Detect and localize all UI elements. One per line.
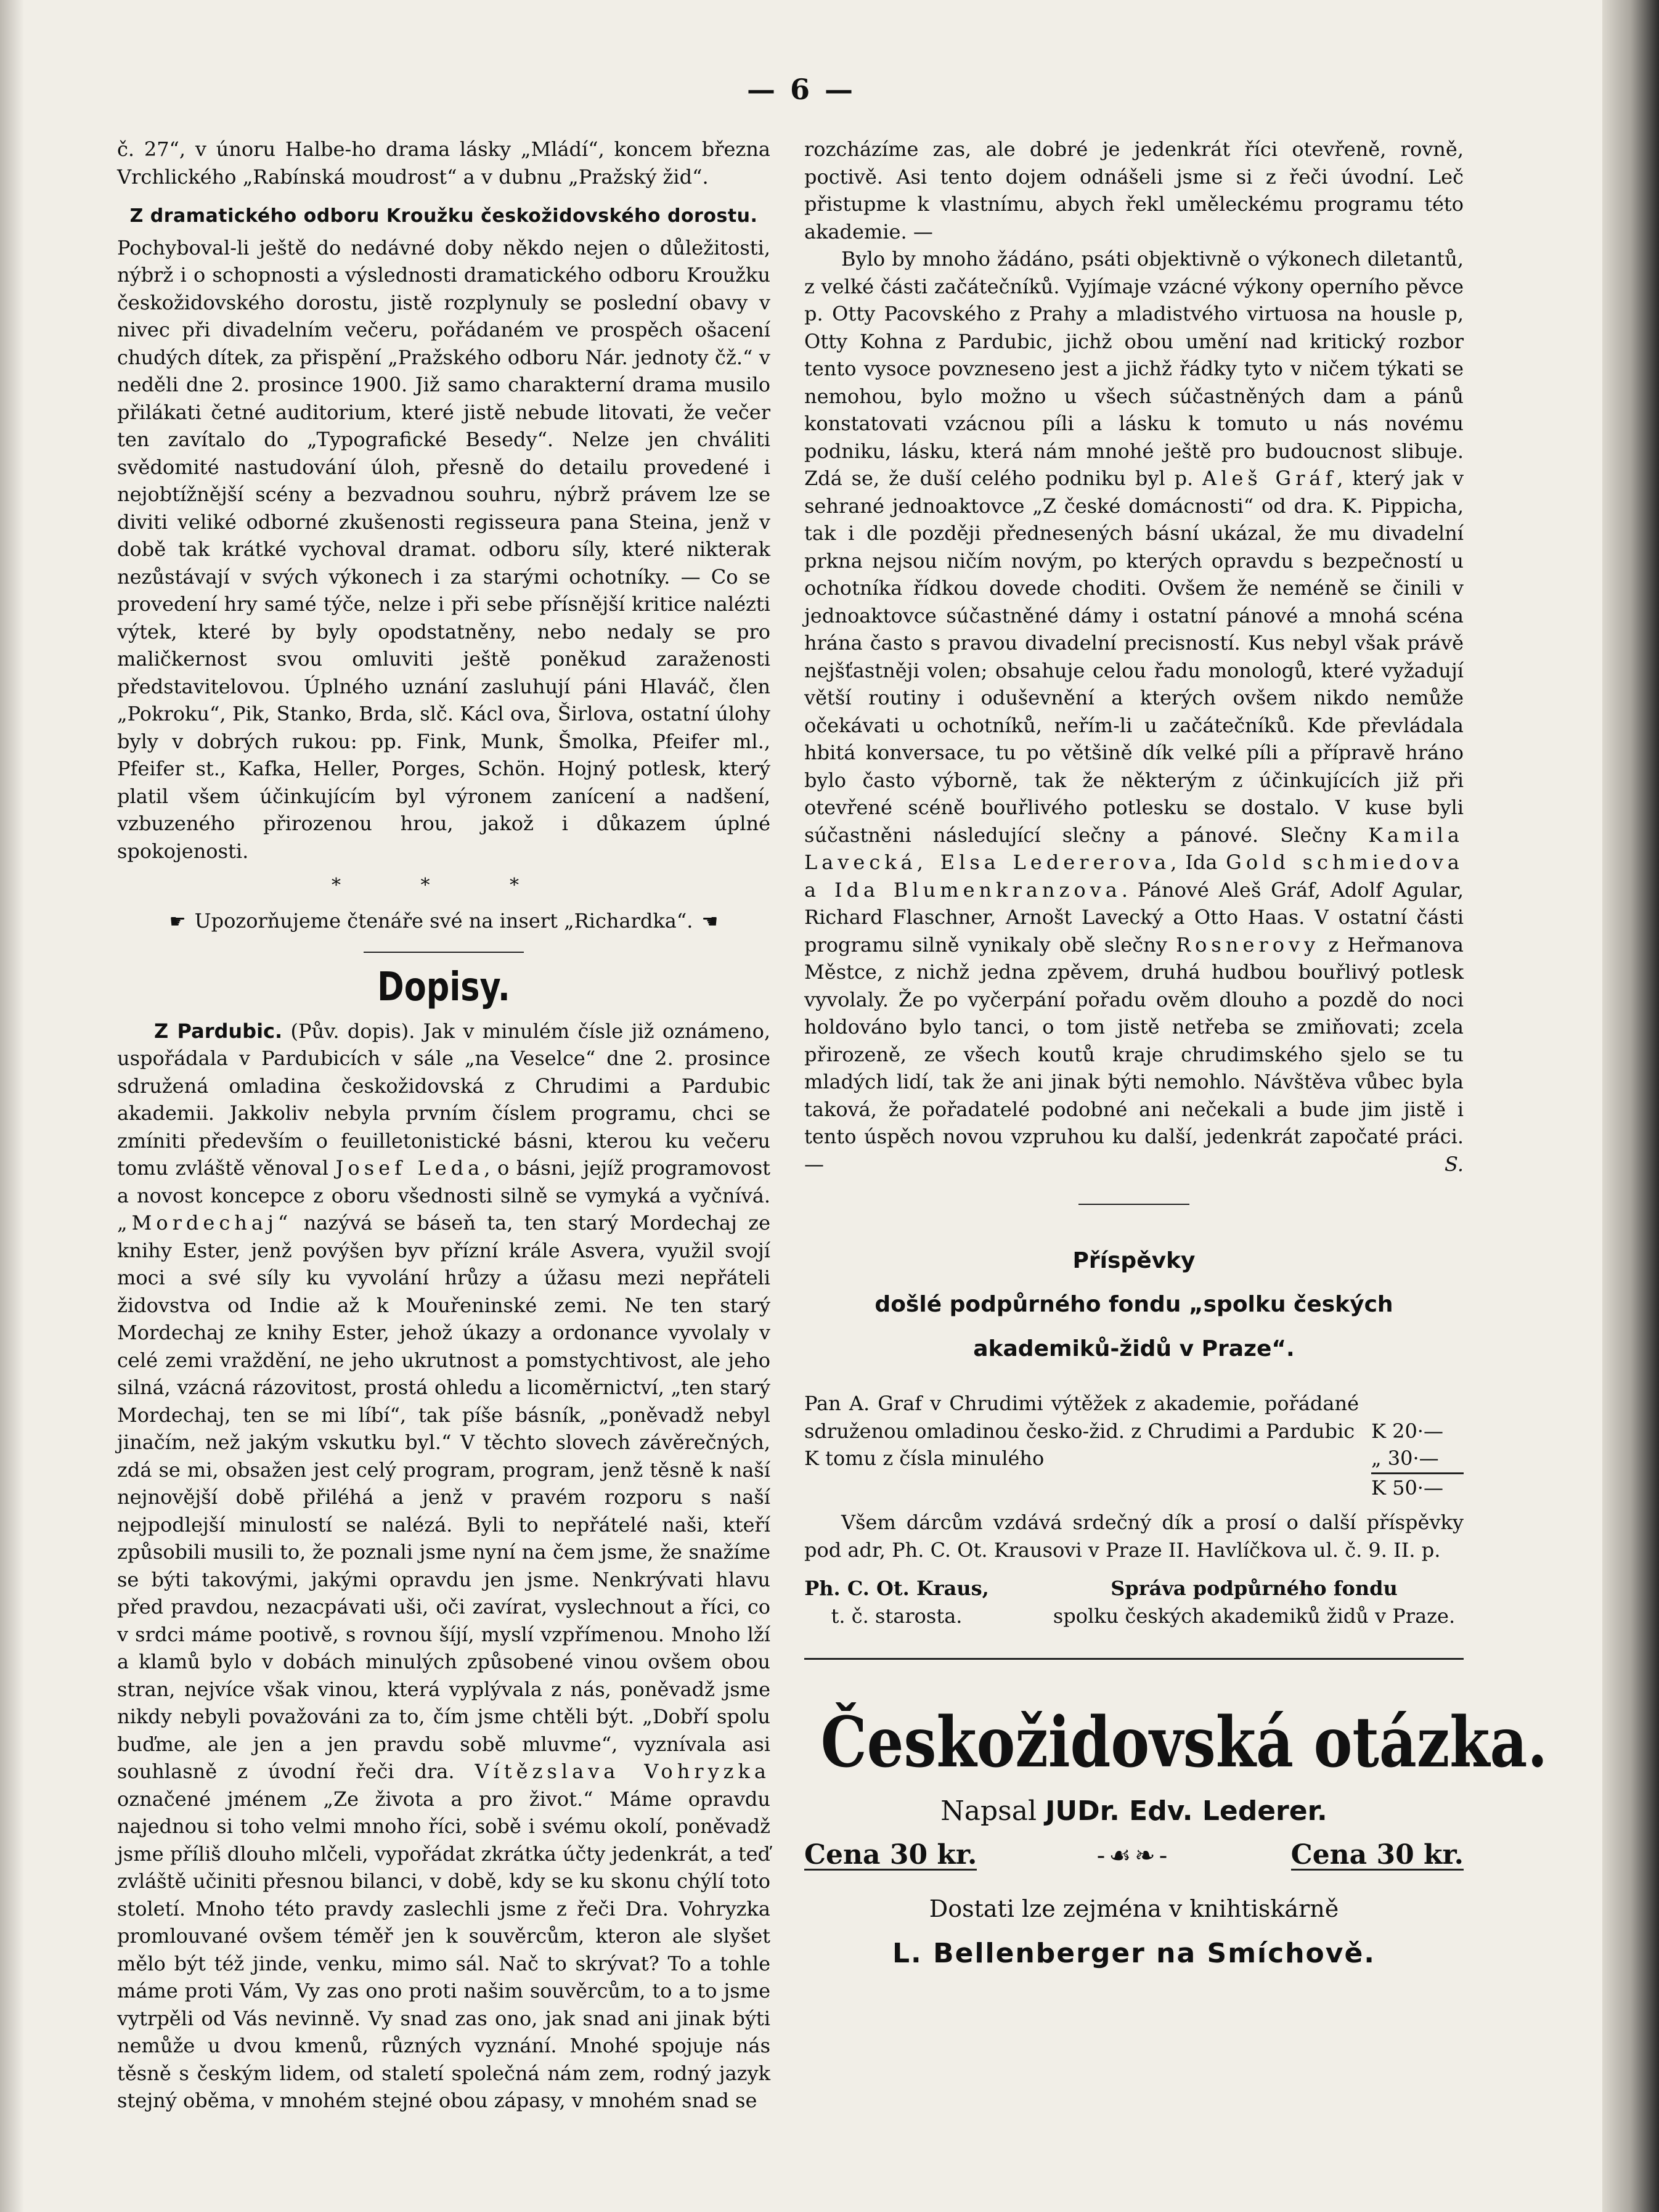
- poet-name: Josef Leda: [335, 1156, 484, 1180]
- donation-amount-previous: „ 30·—: [1371, 1447, 1439, 1470]
- advertisement-title: Českožidovská otázka.: [820, 1702, 1548, 1783]
- page-number: — 6 —: [746, 73, 856, 106]
- printer-name: L. Bellenberger na Smíchově.: [892, 1937, 1376, 1969]
- fund-society: spolku českých akademiků židů v Praze.: [1053, 1604, 1456, 1628]
- donation-description-previous: K tomu z čísla minulého: [804, 1447, 1045, 1470]
- pointing-hand-icon: ☛: [169, 910, 186, 933]
- contributions-subheading: došlé podpůrného fondu „spolku českých akademiků-židů v Praze“.: [874, 1292, 1393, 1361]
- letter-place: Z Pardubic.: [154, 1019, 283, 1043]
- chairman-title: t. č. starosta.: [831, 1604, 963, 1628]
- author-name: JUDr. Edv. Lederer.: [1045, 1795, 1327, 1827]
- pardubice-letter: [117, 1018, 770, 2115]
- donation-total: K 50·—: [1371, 1475, 1443, 1500]
- advertisement-prices: [804, 1839, 1464, 1871]
- performer-names-1: Kamila Lavecká, Elsa Ledererova: [804, 823, 1464, 874]
- short-divider-right: [1078, 1204, 1189, 1205]
- pointing-hand-left-icon: ☚: [701, 910, 719, 933]
- review-text-4: . Pánové Aleš Gráf, Adolf Agular, Richard Flaschner, Arnošt Lavecký a Otto Haas. V ostatní části programu silně vynikaly obě slečny: [804, 878, 1464, 957]
- section-heading-drama: Z dramatického odboru Kroužku českožidovského dorostu.: [129, 205, 758, 227]
- letter-text-3: nazývá se báseň ta, ten starý Mordechaj ze knihy Ester, jenž povýšen byv přízní krále Asvera, využil svojí moci a své síly ku vyvolání hrůzy a úžasu mezi nepřáteli židovstva od Indie až k Mouřeninské zemi. Ne ten starý Mordechaj ze knihy Ester, jehož úkazy a ordonance vyvolaly v celé zemi vraždění, ne jeho ukrutnost a pomstychtivost, ale jeho silná, vzácná rázovitost, prostá ohledu a licoměrnictví, „ten starý Mordechaj, ten se mi líbí“, tak píše básník, „poněvadž nebyl jinačím, než jakým vskutku byl.“ V těchto slovech závěrečných, zdá se mi, obsažen jest celý program, program, jenž těsně k naší nejnovější době přiléhá a jenž v pravém rozporu s naší nejpodlejší minulostí se nalézá. Byli to nepřátelé naši, kteří způsobili musili to, že poznali jsme nyní na čem jsme, že snažíme se býti takovými, jakými opravdu jen jsme. Nenkrývati hlavu před pravdou, nezacpávati uši, oči zavírat, vyslechnout a říci, co v srdci máme pootivě, s rovnou šíjí, myslí vzpřímenou. Mnoho lží a klamů bylo v dobách minulých způsobené vinou ovšem obou stran, nejvíce však vinou, která vyplývala z nás, poněvadž jsme nikdy nebyli považováni za to, čím jsme chtěli být. „Dobří spolu buďme, ale jen a jen pravdu sobě mluvme“, vyznívala asi souhlasně z úvodní řeči dra.: [117, 1211, 770, 1783]
- donation-total-row: [804, 1474, 1464, 1502]
- right-column: [804, 136, 1548, 1969]
- scan-edge-left: [0, 0, 23, 2212]
- advertisement-author: [804, 1795, 1464, 1827]
- contributions-heading: Příspěvky: [1072, 1248, 1196, 1273]
- letter-text-4: označené jménem „Ze života a pro život.“ Máme opravdu najednou si toho velmi mnoho říci, sobě i svému okolí, poněvadž jsme příliš dlouho mlčeli, vypořádat zkrátka účty jedenkrát, a teď zvláště učiniti přesnou bilanci, v době, kdy se ku skonu chýlí toto století. Mnoho této pravdy zaslechli jsme z řeči Dra. Vohryzka promlouvané ovšem téměř jen k souvěrcům, kteron ale slyšet mělo být též jinde, venku, mimo sál. Nač to skrývat? To a tohle máme proti Vám, Vy zas ono proti našim souvěrcům, to a to jsme vytrpěli od Vás nevinně. Vy snad zas ono, jak snad ani jinak býti nemůže u dvou kmenů, různých vyznání. Mnohé spojuje nás těsně s českým lidem, od staletí společná nám zem, rodný jazyk stejný oběma, v mnohém stejné obou zápasy, v mnohém snad se: [117, 1787, 770, 2112]
- dopisy-heading: Dopisy.: [377, 965, 510, 1010]
- review-text-3: , Ida: [1170, 851, 1218, 874]
- section-separator-stars: * * *: [331, 875, 556, 896]
- letter-continuation: rozcházíme zas, ale dobré je jedenkrát říci otevřeně, rovně, poctivě. Asi tento dojem odnášeli jsme si z řeči úvodní. Leč přistupme k vlastnímu, abych řekl uměleckému programu této akademie. —: [804, 137, 1464, 243]
- signature-chairman: [804, 1575, 989, 1630]
- donation-amount: K 20·—: [1371, 1419, 1443, 1443]
- chairman-name: Ph. C. Ot. Kraus,: [804, 1577, 989, 1600]
- availability-note: Dostati lze zejména v knihtiskárně: [929, 1895, 1339, 1922]
- author-signature: S.: [1445, 1152, 1464, 1176]
- price-left: Cena 30 kr.: [804, 1839, 977, 1871]
- thanks-note: Všem dárcům vzdává srdečný dík a prosí o další příspěvky pod adr, Ph. C. Ot. Krausovi v Praze II. Havlíčkova ul. č. 9. II. p.: [804, 1511, 1464, 1562]
- advertisement-divider: [804, 1658, 1464, 1660]
- review-text-1: Bylo by mnoho žádáno, psáti objektivně o výkonech diletantů, z velké části začátečníků. Vyjímaje vzácné výkony operního pěvce p. Otty Pacovského z Prahy a mladistvého virtuosa na housle p, Otty Kohna z Pardubic, jichž obou umění nad kritický rozbor tento vysoce povzneseno jest a jichž řádky tyto v ničem týkati se nemohou, bylo možno u všech súčastněných dam a pánů konstatovati vzácnou píli a lásku k tomuto u nás novému podniku, lásku, která nám mnohé ještě pro budoucnost slibuje. Zdá se, že duší celého podniku byl p.: [804, 247, 1464, 490]
- insert-notice: [117, 907, 770, 936]
- article-continuation: č. 27“, v únoru Halbe-ho drama lásky „Mládí“, koncem března Vrchlického „Rabínská moudrost“ a v dubnu „Pražský žid“.: [117, 137, 770, 189]
- short-divider: [364, 952, 524, 953]
- performer-name: Aleš Gráf: [1202, 467, 1337, 490]
- left-column: [117, 136, 770, 2120]
- price-right: Cena 30 kr.: [1290, 1839, 1464, 1871]
- program-review: [804, 245, 1464, 1178]
- speaker-name: Vítězslava Vohryzka: [475, 1760, 771, 1783]
- insert-notice-text: Upozorňujeme čtenáře své na insert „Richardka“.: [194, 908, 693, 933]
- review-text-2: , který jak v sehrané jednoaktovce „Z české domácnosti“ od dra. K. Pippicha, tak i dle později přednesených básní ukázal, že mu divadelní prkna nejsou ničím novým, po kterých opravdu s bezpečností u ochotníka řídkou dovede choditi. Ovšem že neméně se činili v jednoaktovce súčastněné dámy i ostatní pánové a mnohá scéna hrána často s pravou divadelní precisností. Kus nebyl však právě nejšťastněji volen; obsahuje celou řadu monologů, které vyžadují větší routiny i oduševnění a kterých ovšem nikdo nemůže očekávati u ochotníků, neřím-li u začátečníků. Kde převládala hbitá konversace, tu po většině dík velké píli a přípravě hráno bylo často výborně, tak že některým z účinkujících již při otevřené scéně bouřlivého potlesku se dostalo. V kuse byli súčastněni následující slečny a pánové. Slečny: [804, 467, 1464, 847]
- drama-article-body: Pochyboval-li ještě do nedávné doby někdo nejen o důležitosti, nýbrž i o schopnosti a výslednosti dramatického odboru Kroužku českožidovského dorostu, jistě rozplynuly se poslední obavy v nivec při divadelním večeru, pořádaném ve prospěch ošacení chudých dítek, za přispění „Pražského odboru Nár. jednoty čž.“ v neděli dne 2. prosince 1900. Již samo charakterní drama musilo přilákati četné auditorium, které jistě nebude litovati, že večer ten zavítalo do „Typografické Besedy“. Nelze jen chváliti svědomité nastudování úloh, přesně do detailu provedené i nejobtížnější scény a bezvadnou souhru, nýbrž právem lze se diviti veliké odborné zkušenosti regisseura pana Steina, jenž v době tak krátké vychoval dramat. odboru síly, které nikterak nezůstávají v svých výkonech i za starými ochotníky. — Co se provedení hry samé týče, nelze i při sebe přísnější kritice nalézti výtek, které by byly opodstatněny, nebo nedaly se pro maličkernost svou omluviti ještě poněkud zaraženosti představitelovou. Úplného uznání zasluhují páni Hlaváč, člen „Pokroku“, Pik, Stanko, Brda, slč. Kácl ova, Širlova, ostatní úlohy byly v dobrých rukou: pp. Fink, Munk, Šmolka, Pfeifer ml., Pfeifer st., Kafka, Heller, Porges, Schön. Hojný potlesk, který platil všem účinkujícím byl výronem zanícení a nadšení, vzbuzeného přirozenou hrou, jakož i důkazem úplné spokojenosti.: [117, 235, 770, 863]
- donation-row-previous: [804, 1445, 1464, 1472]
- author-prefix: Napsal: [940, 1795, 1037, 1827]
- ornament-icon: -☙❧-: [1096, 1842, 1172, 1870]
- review-text-5: z Heřmanova Městce, z nichž jedna zpěvem, druhá hudbou bouřlivý potlesk vyvolaly. Že po vyčerpání pořadu ověm dlouho a pozdě do noci holdováno bylo tanci, o tom jistě netřeba se zmiňovati; zcela přirozeně, ze všech koutů kraje chrudimského sjelo se tu mladých lidí, tak že ani jinak býti nemohlo. Návštěva vůbec byla taková, že pořadatelé podobné ani nečekali a bude jim jistě i tento úspěch novou vzpruhou ku další, jedenkrát započaté práci. —: [804, 933, 1464, 1176]
- fund-administration: Správa podpůrného fondu: [1111, 1577, 1398, 1600]
- letter-text-2: , o básni, jejíž programovost a novost koncepce z oboru všednosti silně se vymyká a vyčnívá.: [117, 1156, 771, 1207]
- signatures: [804, 1575, 1464, 1630]
- signature-fund: [1045, 1575, 1464, 1630]
- donation-row: [804, 1390, 1464, 1445]
- performer-names-3: Rosnerovy: [1176, 933, 1320, 957]
- donation-description: Pan A. Graf v Chrudimi výtěžek z akademie, pořádané sdruženou omladinou česko-žid. z Chrudimi a Pardubic: [804, 1392, 1359, 1443]
- scan-edge-right: [1602, 0, 1659, 2212]
- performer-names-2: Gold schmiedova a Ida Blumenkranzova: [804, 851, 1464, 902]
- poem-title: „Mordechaj“: [117, 1211, 293, 1235]
- letter-text-1: (Pův. dopis). Jak v minulém čísle již oznámeno, uspořádala v Pardubicích v sále „na Veselce“ dne 2. prosince sdružená omladina českožidovská z Chrudimi a Pardubic akademii. Jakkoliv nebyla prvním číslem programu, chci se zmíniti především o feuilletonistické básni, kterou ku večeru tomu zvláště věnoval: [117, 1019, 770, 1180]
